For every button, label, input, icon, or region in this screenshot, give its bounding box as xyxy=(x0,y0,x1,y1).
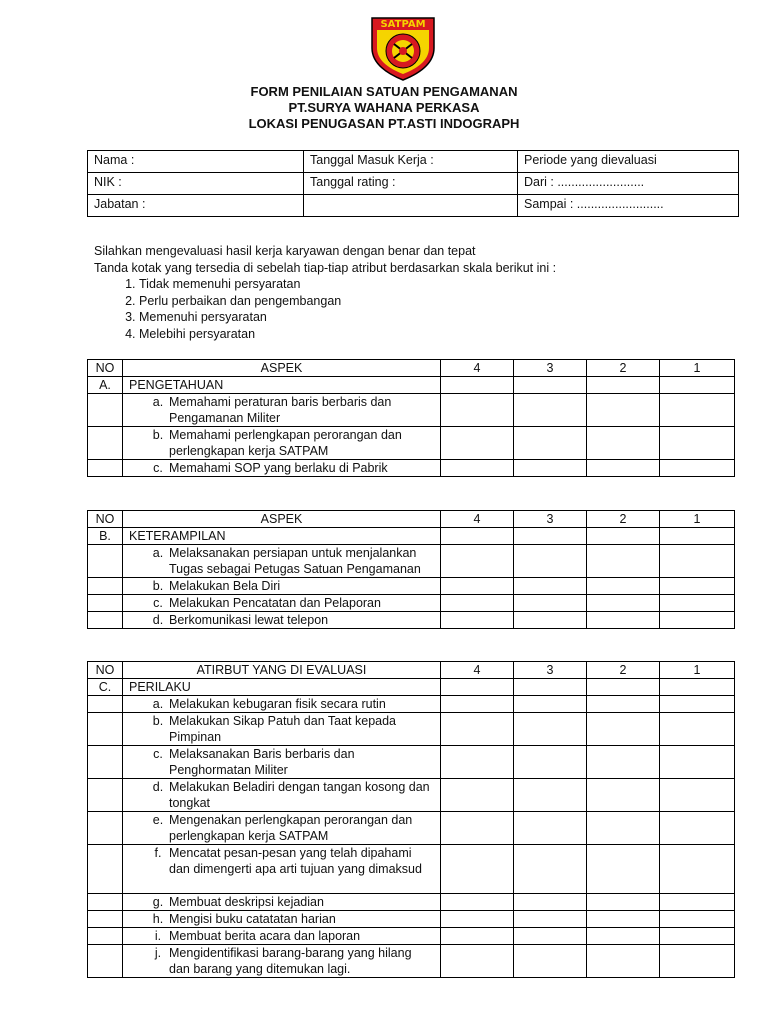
scale-item: 2. Perlu perbaikan dan pengembangan xyxy=(139,293,556,310)
rating-cell[interactable] xyxy=(441,679,514,696)
rating-cell[interactable] xyxy=(587,928,660,945)
rating-cell[interactable] xyxy=(660,928,735,945)
evaluation-table-b xyxy=(87,510,735,629)
aspect-cell xyxy=(123,545,441,578)
rating-cell[interactable] xyxy=(660,578,735,595)
item-letter: a. xyxy=(152,546,164,560)
scale-item: 4. Melebihi persyaratan xyxy=(139,326,556,343)
header-cell: 2 xyxy=(587,511,660,528)
rating-cell[interactable] xyxy=(660,427,735,460)
no-cell xyxy=(88,595,123,612)
rating-cell[interactable] xyxy=(514,928,587,945)
header-cell: ASPEK xyxy=(123,511,441,528)
item-letter: c. xyxy=(153,596,163,610)
no-cell xyxy=(88,779,123,812)
rating-cell[interactable] xyxy=(660,746,735,779)
rating-cell[interactable] xyxy=(441,812,514,845)
rating-cell[interactable] xyxy=(514,545,587,578)
aspect-cell xyxy=(123,746,441,779)
item-text: Melaksanakan persiapan untuk menjalankan Tugas sebagai Petugas Satuan Pengamanan xyxy=(169,546,421,576)
rating-cell[interactable] xyxy=(587,595,660,612)
rating-cell[interactable] xyxy=(660,545,735,578)
section-title: KETERAMPILAN xyxy=(123,528,441,545)
rating-cell[interactable] xyxy=(441,779,514,812)
employee-info-table xyxy=(87,150,739,217)
rating-cell[interactable] xyxy=(587,528,660,545)
rating-cell[interactable] xyxy=(587,545,660,578)
no-cell xyxy=(88,911,123,928)
header-cell: NO xyxy=(88,511,123,528)
item-text: Melakukan Pencatatan dan Pelaporan xyxy=(169,596,381,610)
rating-cell[interactable] xyxy=(660,528,735,545)
rating-cell[interactable] xyxy=(587,713,660,746)
header-cell: 4 xyxy=(441,511,514,528)
rating-cell[interactable] xyxy=(660,911,735,928)
rating-cell[interactable] xyxy=(660,945,735,978)
item-text: Memahami perlengkapan perorangan dan perlengkapan kerja SATPAM xyxy=(169,428,402,458)
evaluation-table-c xyxy=(87,661,735,978)
item-letter: h. xyxy=(152,912,164,926)
rating-cell[interactable] xyxy=(514,612,587,629)
header-cell: 1 xyxy=(660,360,735,377)
item-text: Melaksanakan Baris berbaris dan Penghormatan Militer xyxy=(169,747,355,777)
item-text: Melakukan Bela Diri xyxy=(169,579,281,593)
header-cell: 3 xyxy=(514,360,587,377)
table-row xyxy=(88,779,735,812)
item-text: Mengidentifikasi barang-barang yang hilang dan barang yang ditemukan lagi. xyxy=(169,946,412,976)
aspect-cell xyxy=(123,911,441,928)
no-cell xyxy=(88,545,123,578)
no-cell xyxy=(88,427,123,460)
table-row xyxy=(88,928,735,945)
rating-cell[interactable] xyxy=(514,945,587,978)
aspect-cell xyxy=(123,460,441,477)
rating-cell[interactable] xyxy=(660,713,735,746)
info-row xyxy=(88,173,739,195)
rating-cell[interactable] xyxy=(441,696,514,713)
rating-cell[interactable] xyxy=(441,713,514,746)
header-cell: ASPEK xyxy=(123,360,441,377)
rating-cell[interactable] xyxy=(587,696,660,713)
rating-cell[interactable] xyxy=(514,679,587,696)
rating-cell[interactable] xyxy=(514,696,587,713)
rating-cell[interactable] xyxy=(587,394,660,427)
rating-cell[interactable] xyxy=(514,713,587,746)
info-row xyxy=(88,195,739,217)
item-letter: j. xyxy=(154,946,162,960)
table-header-row xyxy=(88,511,735,528)
rating-cell[interactable] xyxy=(587,679,660,696)
table-row xyxy=(88,427,735,460)
aspect-cell xyxy=(123,779,441,812)
item-letter: a. xyxy=(152,395,164,409)
aspect-cell xyxy=(123,928,441,945)
rating-scale-list xyxy=(94,276,556,342)
evaluation-table-a xyxy=(87,359,735,477)
item-letter: d. xyxy=(152,780,164,794)
section-title-row xyxy=(88,377,735,394)
aspect-cell xyxy=(123,894,441,911)
rating-cell[interactable] xyxy=(514,595,587,612)
rating-cell[interactable] xyxy=(441,945,514,978)
rating-cell[interactable] xyxy=(441,911,514,928)
rating-cell[interactable] xyxy=(587,612,660,629)
nik-field[interactable]: NIK : xyxy=(88,173,304,195)
header-cell: NO xyxy=(88,360,123,377)
table-row xyxy=(88,578,735,595)
rating-cell[interactable] xyxy=(660,460,735,477)
document-title xyxy=(0,84,768,132)
item-text: Melakukan kebugaran fisik secara rutin xyxy=(169,697,386,711)
rating-cell[interactable] xyxy=(660,679,735,696)
item-letter: f. xyxy=(154,846,162,860)
rating-cell[interactable] xyxy=(514,812,587,845)
item-text: Mengisi buku catatatan harian xyxy=(169,912,336,926)
rating-cell[interactable] xyxy=(660,377,735,394)
name-field[interactable]: Nama : xyxy=(88,151,304,173)
title-line-2: PT.SURYA WAHANA PERKASA xyxy=(288,100,480,115)
rating-cell[interactable] xyxy=(514,845,587,894)
no-cell xyxy=(88,894,123,911)
rating-cell[interactable] xyxy=(587,845,660,894)
table-row xyxy=(88,812,735,845)
rating-cell[interactable] xyxy=(514,460,587,477)
item-text: Mencatat pesan-pesan yang telah dipahami dan dimengerti apa arti tujuan yang dimaksud xyxy=(169,846,422,876)
item-letter: d. xyxy=(152,613,164,627)
item-text: Membuat berita acara dan laporan xyxy=(169,929,361,943)
item-letter: g. xyxy=(152,895,164,909)
rating-cell[interactable] xyxy=(514,894,587,911)
rating-cell[interactable] xyxy=(587,460,660,477)
instructions xyxy=(94,243,556,342)
period-from-field[interactable]: Dari : ......................... xyxy=(518,173,739,195)
item-letter: c. xyxy=(153,747,163,761)
table-row xyxy=(88,595,735,612)
item-text: Berkomunikasi lewat telepon xyxy=(169,613,329,627)
item-letter: b. xyxy=(152,428,164,442)
item-text: Memahami SOP yang berlaku di Pabrik xyxy=(169,461,388,475)
rating-cell[interactable] xyxy=(587,578,660,595)
rating-cell[interactable] xyxy=(441,377,514,394)
header-cell: 3 xyxy=(514,511,587,528)
item-text: Melakukan Beladiri dengan tangan kosong dan tongkat xyxy=(169,780,430,810)
no-cell xyxy=(88,394,123,427)
item-letter: b. xyxy=(152,579,164,593)
rating-cell[interactable] xyxy=(660,779,735,812)
item-letter: i. xyxy=(154,929,162,943)
header-cell: 4 xyxy=(441,662,514,679)
satpam-logo xyxy=(368,12,438,82)
rating-cell[interactable] xyxy=(587,894,660,911)
rating-cell[interactable] xyxy=(660,612,735,629)
section-title-row xyxy=(88,528,735,545)
section-title-row xyxy=(88,679,735,696)
table-row xyxy=(88,612,735,629)
no-cell xyxy=(88,928,123,945)
header-cell: 1 xyxy=(660,511,735,528)
scale-item: 1. Tidak memenuhi persyaratan xyxy=(139,276,556,293)
section-code: C. xyxy=(88,679,123,696)
no-cell xyxy=(88,713,123,746)
no-cell xyxy=(88,746,123,779)
section-code: B. xyxy=(88,528,123,545)
rating-cell[interactable] xyxy=(514,377,587,394)
table-header-row xyxy=(88,662,735,679)
rating-cell[interactable] xyxy=(514,779,587,812)
rating-cell[interactable] xyxy=(587,746,660,779)
title-line-3: LOKASI PENUGASAN PT.ASTI INDOGRAPH xyxy=(248,116,520,131)
aspect-cell xyxy=(123,612,441,629)
rating-date-field[interactable]: Tanggal rating : xyxy=(304,173,518,195)
instruction-line-2: Tanda kotak yang tersedia di sebelah tiap-tiap atribut berdasarkan skala berikut ini : xyxy=(94,260,557,275)
item-text: Membuat deskripsi kejadian xyxy=(169,895,324,909)
rating-cell[interactable] xyxy=(660,845,735,894)
aspect-cell xyxy=(123,427,441,460)
rating-cell[interactable] xyxy=(441,528,514,545)
rating-cell[interactable] xyxy=(660,595,735,612)
rating-cell[interactable] xyxy=(660,696,735,713)
rating-cell[interactable] xyxy=(514,746,587,779)
aspect-cell xyxy=(123,578,441,595)
rating-cell[interactable] xyxy=(660,812,735,845)
rating-cell[interactable] xyxy=(660,894,735,911)
rating-cell[interactable] xyxy=(441,578,514,595)
table-row xyxy=(88,460,735,477)
rating-cell[interactable] xyxy=(441,394,514,427)
header-cell: 4 xyxy=(441,360,514,377)
rating-cell[interactable] xyxy=(587,377,660,394)
aspect-cell xyxy=(123,696,441,713)
section-title: PERILAKU xyxy=(123,679,441,696)
no-cell xyxy=(88,460,123,477)
item-letter: c. xyxy=(153,461,163,475)
rating-cell[interactable] xyxy=(441,612,514,629)
header-cell: 3 xyxy=(514,662,587,679)
rating-cell[interactable] xyxy=(587,911,660,928)
rating-cell[interactable] xyxy=(441,894,514,911)
item-text: Memahami peraturan baris berbaris dan Pengamanan Militer xyxy=(169,395,392,425)
rating-cell[interactable] xyxy=(441,928,514,945)
item-letter: a. xyxy=(152,697,164,711)
header-cell: 2 xyxy=(587,662,660,679)
instruction-line-1: Silahkan mengevaluasi hasil kerja karyawan dengan benar dan tepat xyxy=(94,244,476,258)
info-row xyxy=(88,151,739,173)
header-cell: ATIRBUT YANG DI EVALUASI xyxy=(123,662,441,679)
no-cell xyxy=(88,945,123,978)
no-cell xyxy=(88,812,123,845)
start-date-field[interactable]: Tanggal Masuk Kerja : xyxy=(304,151,518,173)
rating-cell[interactable] xyxy=(441,427,514,460)
rating-cell[interactable] xyxy=(441,746,514,779)
no-cell xyxy=(88,578,123,595)
rating-cell[interactable] xyxy=(441,595,514,612)
item-text: Melakukan Sikap Patuh dan Taat kepada Pimpinan xyxy=(169,714,397,744)
rating-cell[interactable] xyxy=(514,394,587,427)
rating-cell[interactable] xyxy=(514,578,587,595)
table-row xyxy=(88,945,735,978)
rating-cell[interactable] xyxy=(587,779,660,812)
table-row xyxy=(88,894,735,911)
table-row xyxy=(88,845,735,894)
no-cell xyxy=(88,612,123,629)
table-row xyxy=(88,394,735,427)
section-title: PENGETAHUAN xyxy=(123,377,441,394)
aspect-cell xyxy=(123,812,441,845)
table-row xyxy=(88,545,735,578)
rating-cell[interactable] xyxy=(514,911,587,928)
rating-cell[interactable] xyxy=(514,528,587,545)
table-header-row xyxy=(88,360,735,377)
aspect-cell xyxy=(123,945,441,978)
aspect-cell xyxy=(123,713,441,746)
aspect-cell xyxy=(123,394,441,427)
no-cell xyxy=(88,696,123,713)
aspect-cell xyxy=(123,845,441,894)
position-field[interactable]: Jabatan : xyxy=(88,195,304,217)
header-cell: NO xyxy=(88,662,123,679)
aspect-cell xyxy=(123,595,441,612)
rating-cell[interactable] xyxy=(441,845,514,894)
header-cell: 1 xyxy=(660,662,735,679)
logo-text: SATPAM xyxy=(380,19,426,30)
header-cell: 2 xyxy=(587,360,660,377)
rating-cell[interactable] xyxy=(587,427,660,460)
rating-cell[interactable] xyxy=(587,812,660,845)
rating-cell[interactable] xyxy=(441,460,514,477)
period-label: Periode yang dievaluasi xyxy=(518,151,739,173)
empty-cell xyxy=(304,195,518,217)
period-to-field[interactable]: Sampai : ......................... xyxy=(518,195,739,217)
table-row xyxy=(88,911,735,928)
table-row xyxy=(88,713,735,746)
scale-item: 3. Memenuhi persyaratan xyxy=(139,309,556,326)
rating-cell[interactable] xyxy=(660,394,735,427)
no-cell xyxy=(88,845,123,894)
table-row xyxy=(88,696,735,713)
section-code: A. xyxy=(88,377,123,394)
item-text: Mengenakan perlengkapan perorangan dan perlengkapan kerja SATPAM xyxy=(169,813,413,843)
rating-cell[interactable] xyxy=(587,945,660,978)
rating-cell[interactable] xyxy=(441,545,514,578)
title-line-1: FORM PENILAIAN SATUAN PENGAMANAN xyxy=(250,84,518,99)
table-row xyxy=(88,746,735,779)
rating-cell[interactable] xyxy=(514,427,587,460)
item-letter: b. xyxy=(152,714,164,728)
item-letter: e. xyxy=(152,813,164,827)
